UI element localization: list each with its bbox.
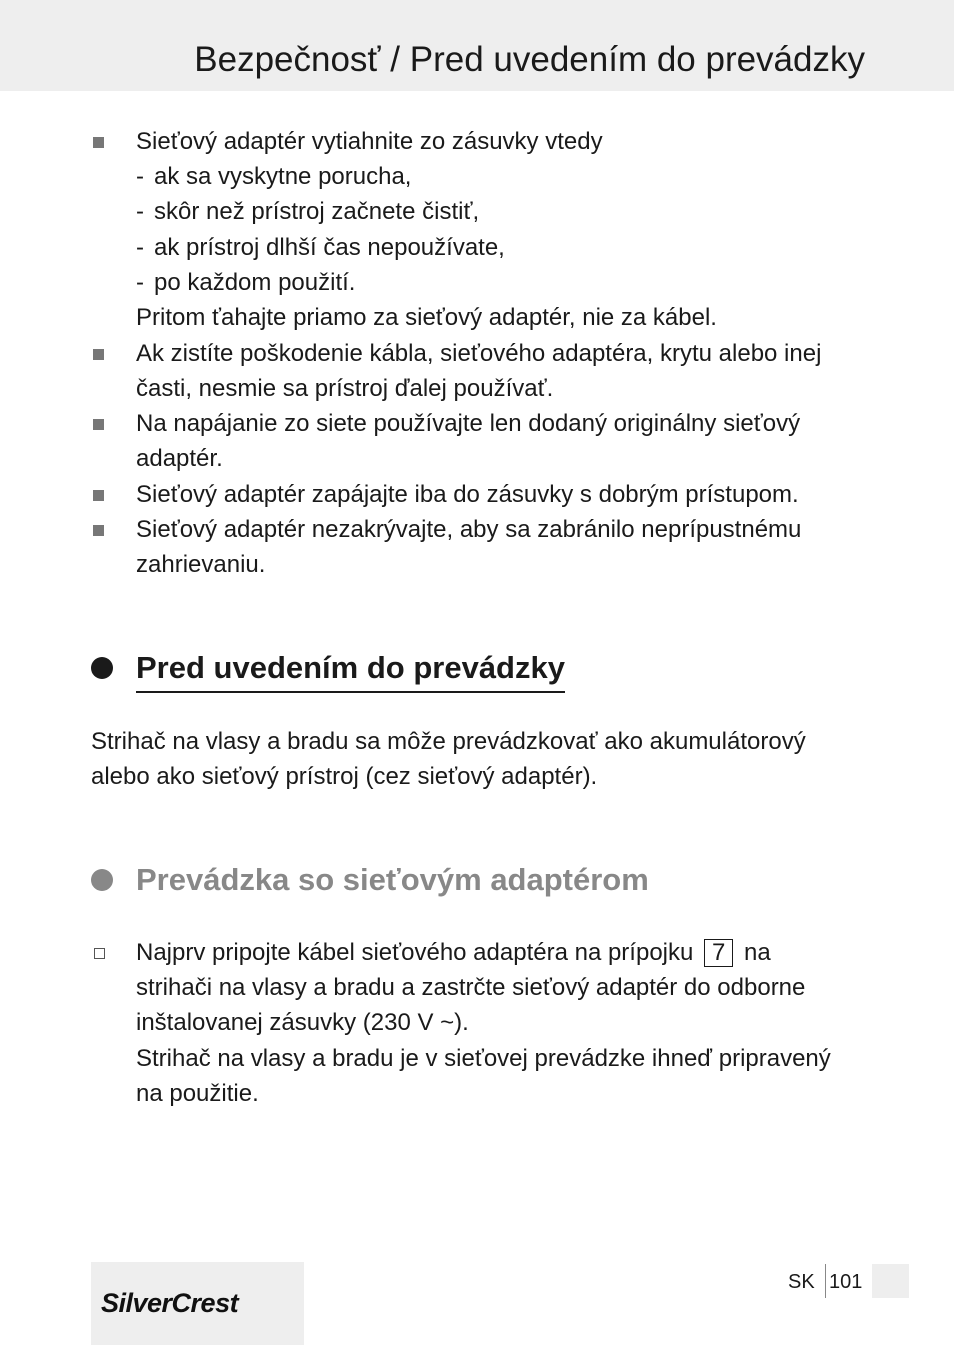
safety-item-text: Ak zistíte poškodenie kábla, sieťového adaptéra, krytu alebo inej bbox=[136, 340, 822, 367]
safety-item-text: časti, nesmie sa prístroj ďalej používať. bbox=[136, 375, 554, 403]
safety-item-closing: Pritom ťahajte priamo za sieťový adaptér, nie za kábel. bbox=[136, 304, 717, 332]
safety-item-text: adaptér. bbox=[136, 445, 223, 473]
sub-item: - po každom použití. bbox=[136, 268, 356, 296]
sub-item: - skôr než prístroj začnete čistiť, bbox=[136, 198, 480, 226]
paragraph-line: Strihač na vlasy a bradu sa môže prevádzkovať ako akumulátorový bbox=[91, 728, 806, 755]
safety-item-text: Na napájanie zo siete používajte len dodaný originálny sieťový bbox=[136, 410, 801, 437]
filled-circle-icon bbox=[91, 657, 113, 679]
square-bullet-icon bbox=[93, 525, 104, 536]
square-bullet-icon bbox=[93, 490, 104, 501]
paragraph-line: alebo ako sieťový prístroj (cez sieťový adaptér). bbox=[91, 763, 598, 791]
page-number: 101 bbox=[829, 1271, 863, 1293]
step-checkbox-icon bbox=[94, 948, 105, 959]
filled-circle-icon bbox=[91, 869, 113, 891]
safety-item-text: Sieťový adaptér nezakrývajte, aby sa zabránilo neprípustnému bbox=[136, 516, 802, 543]
page-title: Bezpečnosť / Pred uvedením do prevádzky bbox=[194, 40, 865, 79]
sub-item: - ak sa vyskytne porucha, bbox=[136, 163, 412, 191]
square-bullet-icon bbox=[93, 419, 104, 430]
footer-tab bbox=[872, 1264, 909, 1298]
section-heading-label: Prevádzka so sieťovým adaptérom bbox=[136, 862, 649, 897]
square-bullet-icon bbox=[93, 349, 104, 360]
sub-item: - ak prístroj dlhší čas nepoužívate, bbox=[136, 233, 505, 261]
safety-item-intro: Sieťový adaptér vytiahnite zo zásuvky vtedy bbox=[136, 128, 603, 155]
footer-divider bbox=[825, 1264, 826, 1298]
step-line: inštalovanej zásuvky (230 V ~). bbox=[136, 1009, 469, 1037]
part-reference-7: 7 bbox=[704, 939, 733, 967]
section-heading-label: Pred uvedením do prevádzky bbox=[136, 648, 565, 693]
step-line: strihači na vlasy a bradu a zastrčte sieťový adaptér do odborne bbox=[136, 974, 806, 1002]
square-bullet-icon bbox=[93, 137, 104, 148]
step-line: na použitie. bbox=[136, 1079, 259, 1107]
commissioning-paragraph bbox=[91, 724, 806, 794]
language-code: SK bbox=[788, 1271, 815, 1293]
safety-item-text: zahrievaniu. bbox=[136, 551, 266, 579]
step-line: Najprv pripojte kábel sieťového adaptéra na prípojku 7 na bbox=[136, 939, 771, 966]
safety-item-text: Sieťový adaptér zapájajte iba do zásuvky s dobrým prístupom. bbox=[136, 481, 799, 508]
brand-logo: SilverCrest bbox=[101, 1288, 239, 1318]
step-line: Strihač na vlasy a bradu je v sieťovej prevádzke ihneď pripravený bbox=[136, 1044, 831, 1072]
